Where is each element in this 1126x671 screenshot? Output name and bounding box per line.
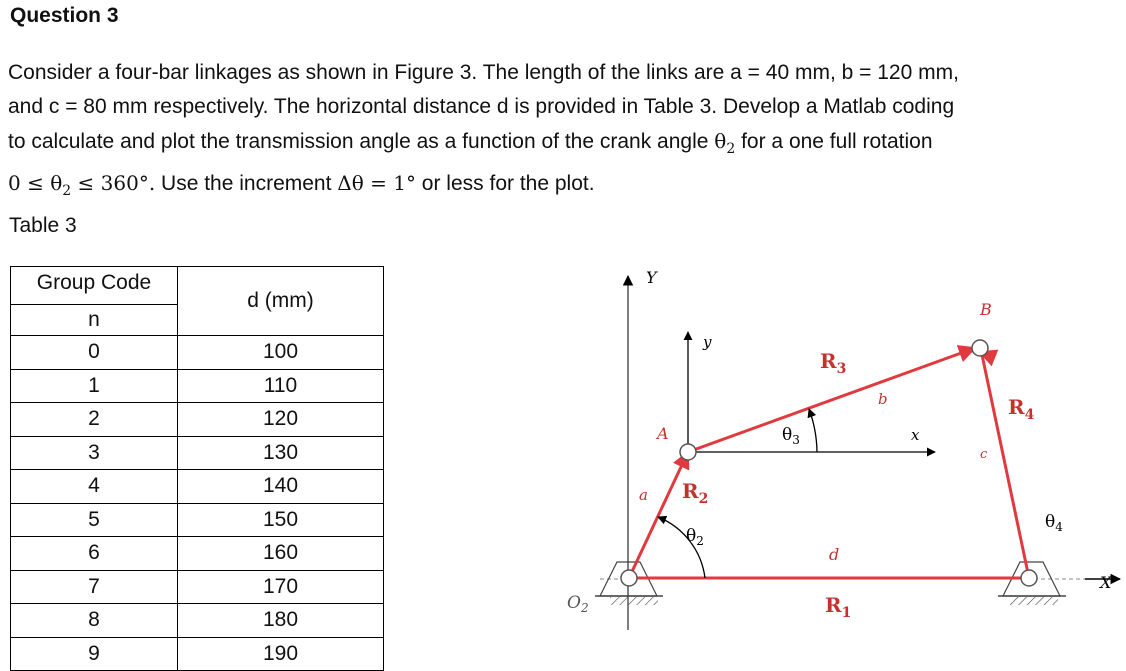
label-r1-main: R <box>825 593 842 617</box>
table-row <box>11 604 384 638</box>
label-theta2-sub: 2 <box>696 534 704 548</box>
question-line-3 <box>8 124 1118 166</box>
table-caption: Table 3 <box>9 214 77 237</box>
theta3-arc <box>809 409 817 452</box>
label-o2-main: O <box>567 593 581 613</box>
label-theta4-main: θ <box>1045 512 1056 532</box>
table-cell-n: 4 <box>11 470 178 504</box>
table-cell-n: 9 <box>11 637 178 671</box>
label-theta2 <box>686 526 704 548</box>
label-r4-sub: 4 <box>1024 407 1035 423</box>
link-r2 <box>629 452 688 578</box>
range-math-end: ≤ 360°. <box>71 171 156 196</box>
table-cell-n: 2 <box>11 403 178 437</box>
table-row <box>11 369 384 403</box>
label-theta4-sub: 4 <box>1055 520 1063 534</box>
increment-math: Δθ = 1° <box>337 171 416 196</box>
table-row <box>11 436 384 470</box>
label-local-x: x <box>911 426 920 444</box>
label-r2 <box>682 479 708 507</box>
table-cell-d: 140 <box>178 470 384 504</box>
table-cell-d: 110 <box>178 369 384 403</box>
table-cell-d: 190 <box>178 637 384 671</box>
question-title: Question 3 <box>10 4 119 27</box>
label-link-c: c <box>980 447 988 462</box>
header-group-code: Group Code <box>11 267 178 305</box>
label-r3-sub: 3 <box>836 361 847 377</box>
table-cell-d: 180 <box>178 604 384 638</box>
table-row <box>11 570 384 604</box>
table-cell-d: 160 <box>178 537 384 571</box>
joint-b <box>972 340 988 356</box>
table-cell-n: 6 <box>11 537 178 571</box>
distance-table <box>10 266 384 671</box>
label-theta3-sub: 3 <box>792 433 800 447</box>
header-d: d (mm) <box>178 267 384 336</box>
question-line-4 <box>8 166 1118 208</box>
table-row <box>11 637 384 671</box>
question-line-2: and c = 80 mm respectively. The horizontal distance d is provided in Table 3. Develop a Matlab coding <box>8 95 955 118</box>
label-global-x: X <box>1100 573 1112 592</box>
range-subscript: 2 <box>62 183 72 200</box>
header-n: n <box>11 305 178 336</box>
question-line-1: Consider a four-bar linkages as shown in Figure 3. The length of the links are a = 40 mm, b = 120 mm, <box>8 61 959 84</box>
table-cell-n: 5 <box>11 503 178 537</box>
table-cell-d: 100 <box>178 336 384 370</box>
label-local-y: y <box>703 333 712 351</box>
label-o2 <box>567 593 589 615</box>
label-r2-sub: 2 <box>698 491 709 507</box>
label-link-b: b <box>878 390 888 408</box>
table-cell-n: 8 <box>11 604 178 638</box>
line3-text: to calculate and plot the transmission angle as a function of the crank angle <box>8 130 715 153</box>
label-r1-sub: 1 <box>841 605 852 621</box>
label-r4-main: R <box>1008 395 1025 419</box>
table-row <box>11 537 384 571</box>
label-theta3 <box>782 425 800 447</box>
line3-text-end: for a one full rotation <box>735 130 933 153</box>
label-global-y: Y <box>646 268 657 287</box>
joint-o4 <box>1021 570 1037 586</box>
theta-symbol: θ <box>714 129 727 153</box>
label-r1 <box>825 593 851 621</box>
table-cell-n: 7 <box>11 570 178 604</box>
table-row <box>11 403 384 437</box>
link-r4 <box>981 350 1029 578</box>
table-cell-n: 0 <box>11 336 178 370</box>
table-row <box>11 470 384 504</box>
label-theta4 <box>1045 512 1063 534</box>
table-cell-d: 130 <box>178 436 384 470</box>
four-bar-linkage-figure <box>555 262 1125 662</box>
label-r2-main: R <box>682 479 699 503</box>
label-link-d: d <box>829 545 840 564</box>
table-cell-n: 3 <box>11 436 178 470</box>
range-math: 0 ≤ θ <box>8 171 63 196</box>
table-cell-d: 150 <box>178 503 384 537</box>
label-o2-sub: 2 <box>580 601 589 615</box>
label-theta2-main: θ <box>686 526 697 546</box>
table-cell-d: 170 <box>178 570 384 604</box>
label-theta3-main: θ <box>782 425 793 445</box>
table-row <box>11 503 384 537</box>
table-cell-d: 120 <box>178 403 384 437</box>
label-link-a: a <box>639 486 648 504</box>
label-r3 <box>820 349 846 377</box>
joint-o2 <box>621 570 637 586</box>
label-b-joint: B <box>980 300 992 319</box>
joint-a <box>680 444 696 460</box>
line4-text-end: or less for the plot. <box>415 172 595 196</box>
theta-subscript: 2 <box>726 141 736 158</box>
table-cell-n: 1 <box>11 369 178 403</box>
label-a-joint: A <box>657 424 669 443</box>
label-r3-main: R <box>820 349 837 373</box>
label-r4 <box>1008 395 1035 423</box>
table-row <box>11 336 384 370</box>
question-body <box>8 56 1118 208</box>
line4-text: Use the increment <box>155 172 338 196</box>
